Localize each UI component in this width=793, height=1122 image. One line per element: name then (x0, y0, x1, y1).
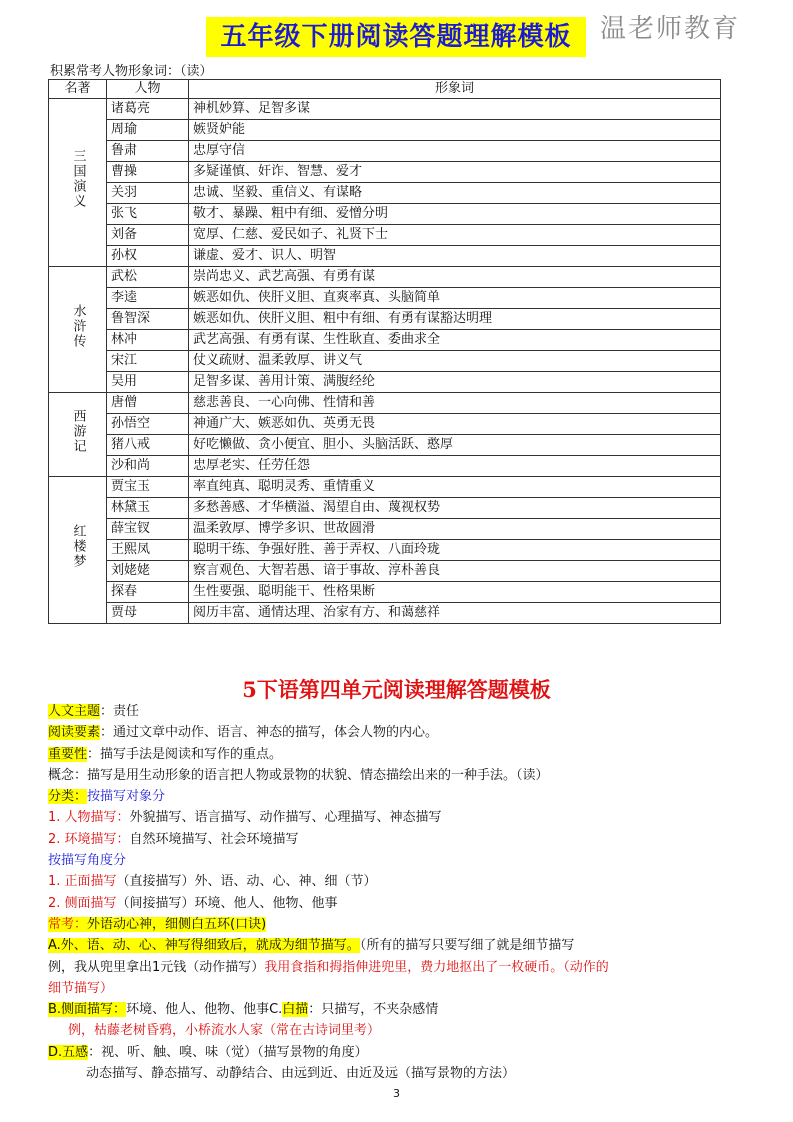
character-words: 率直纯真、聪明灵秀、重情重义 (189, 477, 721, 498)
character-name: 刘备 (107, 225, 189, 246)
character-words: 聪明干练、争强好胜、善于弄权、八面玲珑 (189, 540, 721, 561)
table-body (49, 99, 721, 624)
concept-line: 概念：描写是用生动形象的语言把人物或景物的状貌、情态描绘出来的一种手法。（读） (48, 767, 549, 783)
direct-desc-text: （直接描写）外、语、动、心、神、细（节） (116, 874, 377, 890)
character-words: 生性要强、聪明能干、性格果断 (189, 582, 721, 603)
table-row (49, 477, 721, 498)
character-name: 林冲 (107, 330, 189, 351)
table-row (49, 141, 721, 162)
five-senses-text: ：视、听、触、嗅、味（觉）（描写景物的角度） (88, 1044, 368, 1060)
character-name: 宋江 (107, 351, 189, 372)
header-words: 形象词 (189, 80, 721, 99)
character-words: 忠诚、坚毅、重信义、有谋略 (189, 183, 721, 204)
character-words: 武艺高强、有勇有谋、生性耿直、委曲求全 (189, 330, 721, 351)
character-name: 唐僧 (107, 393, 189, 414)
table-header-row (49, 80, 721, 99)
character-name: 周瑜 (107, 120, 189, 141)
table-row (49, 288, 721, 309)
novel-name: 西游记 (70, 408, 86, 454)
indirect-desc-label: 2. 侧面描写 (48, 895, 117, 911)
element-label: 阅读要素 (48, 725, 101, 741)
watermark: 温老师教育 (600, 14, 741, 44)
example-plain: 例，我从兜里拿出1元钱（动作描写） (48, 959, 265, 975)
table-row (49, 351, 721, 372)
character-name: 沙和尚 (107, 456, 189, 477)
note-line (48, 744, 748, 765)
character-name: 鲁智深 (107, 309, 189, 330)
table-row (49, 99, 721, 120)
character-name: 孙悟空 (107, 414, 189, 435)
element-text: ：通过文章中动作、语言、神态的描写，体会人物的内心。 (100, 725, 439, 741)
table-row (49, 519, 721, 540)
frequent-text: 外语动心神，细侧白五环(口诀) (87, 916, 267, 932)
table-row (49, 372, 721, 393)
note-line (48, 935, 748, 956)
character-words: 宽厚、仁慈、爱民如子、礼贤下士 (189, 225, 721, 246)
character-words: 忠厚老实、任劳任怨 (189, 456, 721, 477)
character-words: 神通广大、嫉恶如仇、英勇无畏 (189, 414, 721, 435)
section-title: 5下语第四单元阅读理解答题模板 (242, 677, 551, 702)
detail-desc-close: ） (100, 980, 114, 996)
header-character: 人物 (107, 80, 189, 99)
example-red: 我用食指和拇指伸进兜里，费力地抠出了一枚硬币。（动作的 (264, 959, 609, 975)
table-row (49, 603, 721, 624)
character-name: 关羽 (107, 183, 189, 204)
indirect-desc-text: （间接描写）环境、他人、他物、他事 (116, 895, 338, 911)
character-words: 嫉恶如仇、侠肝义胆、直爽率真、头脑简单 (189, 288, 721, 309)
character-desc-text: 外貌描写、语言描写、动作描写、心理描写、神态描写 (129, 810, 442, 826)
table-row (49, 120, 721, 141)
character-words: 神机妙算、足智多谋 (189, 99, 721, 120)
intro-text: 积累常考人物形象词：（读） (50, 64, 213, 79)
character-words: 足智多谋、善用计策、满腹经纶 (189, 372, 721, 393)
notes-section (48, 701, 748, 1084)
novel-cell (49, 393, 107, 477)
detail-text: （所有的描写只要写细了就是细节描写 (359, 938, 575, 954)
character-name: 刘姥姥 (107, 561, 189, 582)
note-line (48, 722, 748, 743)
table-row (49, 225, 721, 246)
five-senses-label: D.五感 (48, 1044, 89, 1060)
note-line (48, 1042, 748, 1063)
character-words: 阅历丰富、通情达理、治家有方、和蔼慈祥 (189, 603, 721, 624)
character-words: 忠厚守信 (189, 141, 721, 162)
env-desc-label: 2. 环境描写： (48, 831, 130, 847)
character-name: 王熙凤 (107, 540, 189, 561)
table-row (49, 309, 721, 330)
table-row (49, 561, 721, 582)
table-row (49, 435, 721, 456)
table-row (49, 162, 721, 183)
theme-text: ：责任 (100, 704, 140, 719)
table-row (49, 267, 721, 288)
character-name: 吴用 (107, 372, 189, 393)
frequent-label: 常考： (48, 916, 88, 932)
character-name: 探春 (107, 582, 189, 603)
character-words: 仗义疏财、温柔敦厚、讲义气 (189, 351, 721, 372)
category-label: 分类： (48, 789, 88, 805)
character-words: 多愁善感、才华横溢、渴望自由、蔑视权势 (189, 498, 721, 519)
env-desc-text: 自然环境描写、社会环境描写 (129, 831, 299, 847)
page-title: 五年级下册阅读答题理解模板 (206, 17, 586, 57)
novel-cell (49, 477, 107, 624)
note-line (48, 999, 748, 1020)
poem-example: 例，枯藤老树昏鸦，小桥流水人家（常在古诗词里考） (68, 1023, 381, 1039)
table-row (49, 246, 721, 267)
character-name: 贾宝玉 (107, 477, 189, 498)
novel-name: 红楼梦 (70, 524, 86, 569)
character-name: 林黛玉 (107, 498, 189, 519)
character-name: 诸葛亮 (107, 99, 189, 120)
theme-label: 人文主题 (48, 704, 101, 719)
character-words: 多疑谨慎、奸诈、智慧、爱才 (189, 162, 721, 183)
novel-name: 水浒传 (70, 303, 86, 349)
note-line (48, 807, 748, 828)
note-line (48, 893, 748, 914)
character-name: 鲁肃 (107, 141, 189, 162)
table-row (49, 204, 721, 225)
note-line (48, 978, 748, 999)
character-words: 谦虚、爱才、识人、明智 (189, 246, 721, 267)
table-row (49, 456, 721, 477)
table-row (49, 183, 721, 204)
side-desc-text: 环境、他人、他物、他事C. (126, 1002, 283, 1018)
note-line (48, 829, 748, 850)
character-name: 猪八戒 (107, 435, 189, 456)
importance-label: 重要性 (48, 746, 88, 762)
table-row (49, 582, 721, 603)
table-row (49, 498, 721, 519)
table-row (49, 414, 721, 435)
character-words: 察言观色、大智若愚、谙于事故、淳朴善良 (189, 561, 721, 582)
character-words: 嫉恶如仇、侠肝义胆、粗中有细、有勇有谋豁达明理 (189, 309, 721, 330)
character-words: 崇尚忠义、武艺高强、有勇有谋 (189, 267, 721, 288)
character-words: 嫉贤妒能 (189, 120, 721, 141)
character-name: 薛宝钗 (107, 519, 189, 540)
page-number: 3 (393, 1087, 400, 1100)
scenery-methods: 动态描写、静态描写、动静结合、由远到近、由近及远（描写景物的方法） (86, 1066, 516, 1082)
novel-name: 三国演义 (70, 149, 86, 209)
character-name: 张飞 (107, 204, 189, 225)
character-name: 武松 (107, 267, 189, 288)
detail-desc-red: 细节描写 (48, 980, 101, 996)
table-row (49, 330, 721, 351)
novel-cell (49, 267, 107, 393)
novel-cell (49, 99, 107, 267)
table-row (49, 393, 721, 414)
character-desc-label: 1. 人物描写： (48, 810, 130, 826)
sketch-text: ：只描写，不夹杂感情 (308, 1002, 439, 1018)
character-words: 温柔敦厚、博学多识、世故圆滑 (189, 519, 721, 540)
angle-heading: 按描写角度分 (48, 853, 127, 869)
sketch-label: 白描 (282, 1002, 309, 1018)
character-words: 好吃懒做、贪小便宜、胆小、头脑活跃、憨厚 (189, 435, 721, 456)
detail-highlight: A.外、语、动、心、神写得细致后，就成为细节描写。 (48, 938, 360, 954)
note-line (48, 786, 748, 807)
character-words: 慈悲善良、一心向佛、性情和善 (189, 393, 721, 414)
note-line (48, 957, 748, 978)
character-words: 敬才、暴躁、粗中有细、爱憎分明 (189, 204, 721, 225)
table-row (49, 540, 721, 561)
character-name: 贾母 (107, 603, 189, 624)
direct-desc-label: 1. 正面描写 (48, 874, 117, 890)
note-line (48, 914, 748, 935)
importance-text: ：描写手法是阅读和写作的重点。 (87, 746, 283, 762)
character-table (48, 79, 721, 624)
character-name: 孙权 (107, 246, 189, 267)
side-desc-label: B.侧面描写： (48, 1002, 127, 1018)
character-name: 曹操 (107, 162, 189, 183)
note-line (48, 701, 748, 722)
header-novel: 名著 (49, 80, 107, 99)
note-line (48, 871, 748, 892)
category-text: 按描写对象分 (87, 789, 166, 805)
character-name: 李逵 (107, 288, 189, 309)
